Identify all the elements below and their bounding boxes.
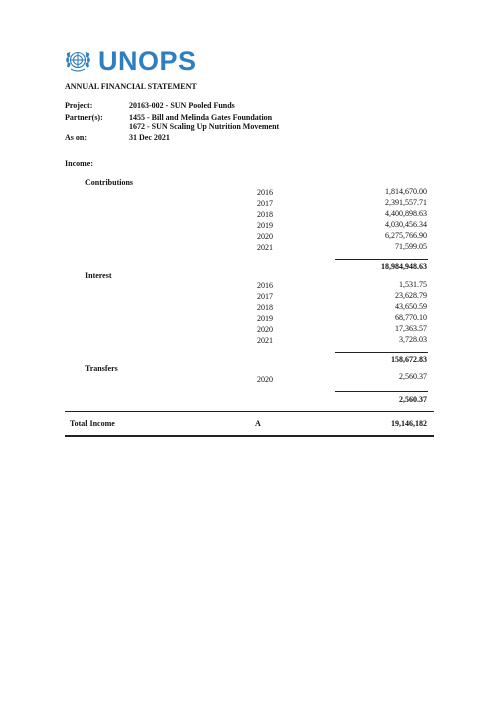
subtotal-contributions: 18,984,948.63 bbox=[381, 262, 427, 271]
partner-1: 1455 - Bill and Melinda Gates Foundation bbox=[129, 113, 273, 122]
row-year: 2017 bbox=[257, 292, 273, 301]
row-amount: 17,363.57 bbox=[395, 324, 427, 333]
row-year: 2020 bbox=[257, 375, 273, 384]
row-amount: 43,650.59 bbox=[395, 302, 427, 311]
row-year: 2019 bbox=[257, 314, 273, 323]
total-top-rule bbox=[65, 411, 434, 412]
total-income-ref: A bbox=[255, 419, 261, 428]
row-year: 2021 bbox=[257, 336, 273, 345]
org-name: UNOPS bbox=[98, 46, 197, 76]
section-transfers: Transfers bbox=[85, 364, 118, 373]
subtotal-interest: 158,672.83 bbox=[391, 355, 427, 364]
partner-2: 1672 - SUN Scaling Up Nutrition Movement bbox=[129, 122, 280, 131]
row-year: 2016 bbox=[257, 281, 273, 290]
row-year: 2018 bbox=[257, 210, 273, 219]
subtotal-transfers: 2,560.37 bbox=[399, 395, 427, 404]
section-interest: Interest bbox=[85, 271, 112, 280]
row-amount: 68,770.10 bbox=[395, 313, 427, 322]
row-amount: 4,030,456.34 bbox=[385, 220, 427, 229]
unops-logo bbox=[64, 47, 197, 75]
total-bottom-rule bbox=[65, 435, 434, 437]
row-year: 2020 bbox=[257, 325, 273, 334]
row-amount: 1,814,670.00 bbox=[385, 187, 427, 196]
row-year: 2021 bbox=[257, 243, 273, 252]
partners-label: Partner(s): bbox=[65, 113, 103, 122]
subtotal-rule bbox=[335, 259, 428, 260]
row-year: 2019 bbox=[257, 221, 273, 230]
section-contributions: Contributions bbox=[85, 178, 134, 187]
row-amount: 23,628.79 bbox=[395, 291, 427, 300]
row-year: 2017 bbox=[257, 199, 273, 208]
subtotal-rule bbox=[335, 391, 428, 392]
row-amount: 1,531.75 bbox=[399, 280, 427, 289]
row-amount: 4,400,898.63 bbox=[385, 209, 427, 218]
row-amount: 2,560.37 bbox=[399, 372, 427, 381]
un-emblem-icon bbox=[64, 47, 92, 75]
project-value: 20163-002 - SUN Pooled Funds bbox=[129, 101, 235, 110]
row-amount: 6,275,766.90 bbox=[385, 231, 427, 240]
row-year: 2016 bbox=[257, 188, 273, 197]
row-year: 2020 bbox=[257, 232, 273, 241]
project-label: Project: bbox=[65, 101, 93, 110]
total-income-value: 19,146,182 bbox=[391, 419, 427, 428]
as-on-label: As on: bbox=[65, 133, 88, 142]
total-income-label: Total Income bbox=[70, 419, 115, 428]
row-amount: 3,728.03 bbox=[399, 335, 427, 344]
subtotal-rule bbox=[335, 352, 428, 353]
document-title: ANNUAL FINANCIAL STATEMENT bbox=[65, 82, 197, 91]
row-amount: 71,599.05 bbox=[395, 242, 427, 251]
row-year: 2018 bbox=[257, 303, 273, 312]
income-heading: Income: bbox=[65, 159, 93, 168]
as-on-value: 31 Dec 2021 bbox=[129, 133, 170, 142]
row-amount: 2,391,557.71 bbox=[385, 198, 427, 207]
